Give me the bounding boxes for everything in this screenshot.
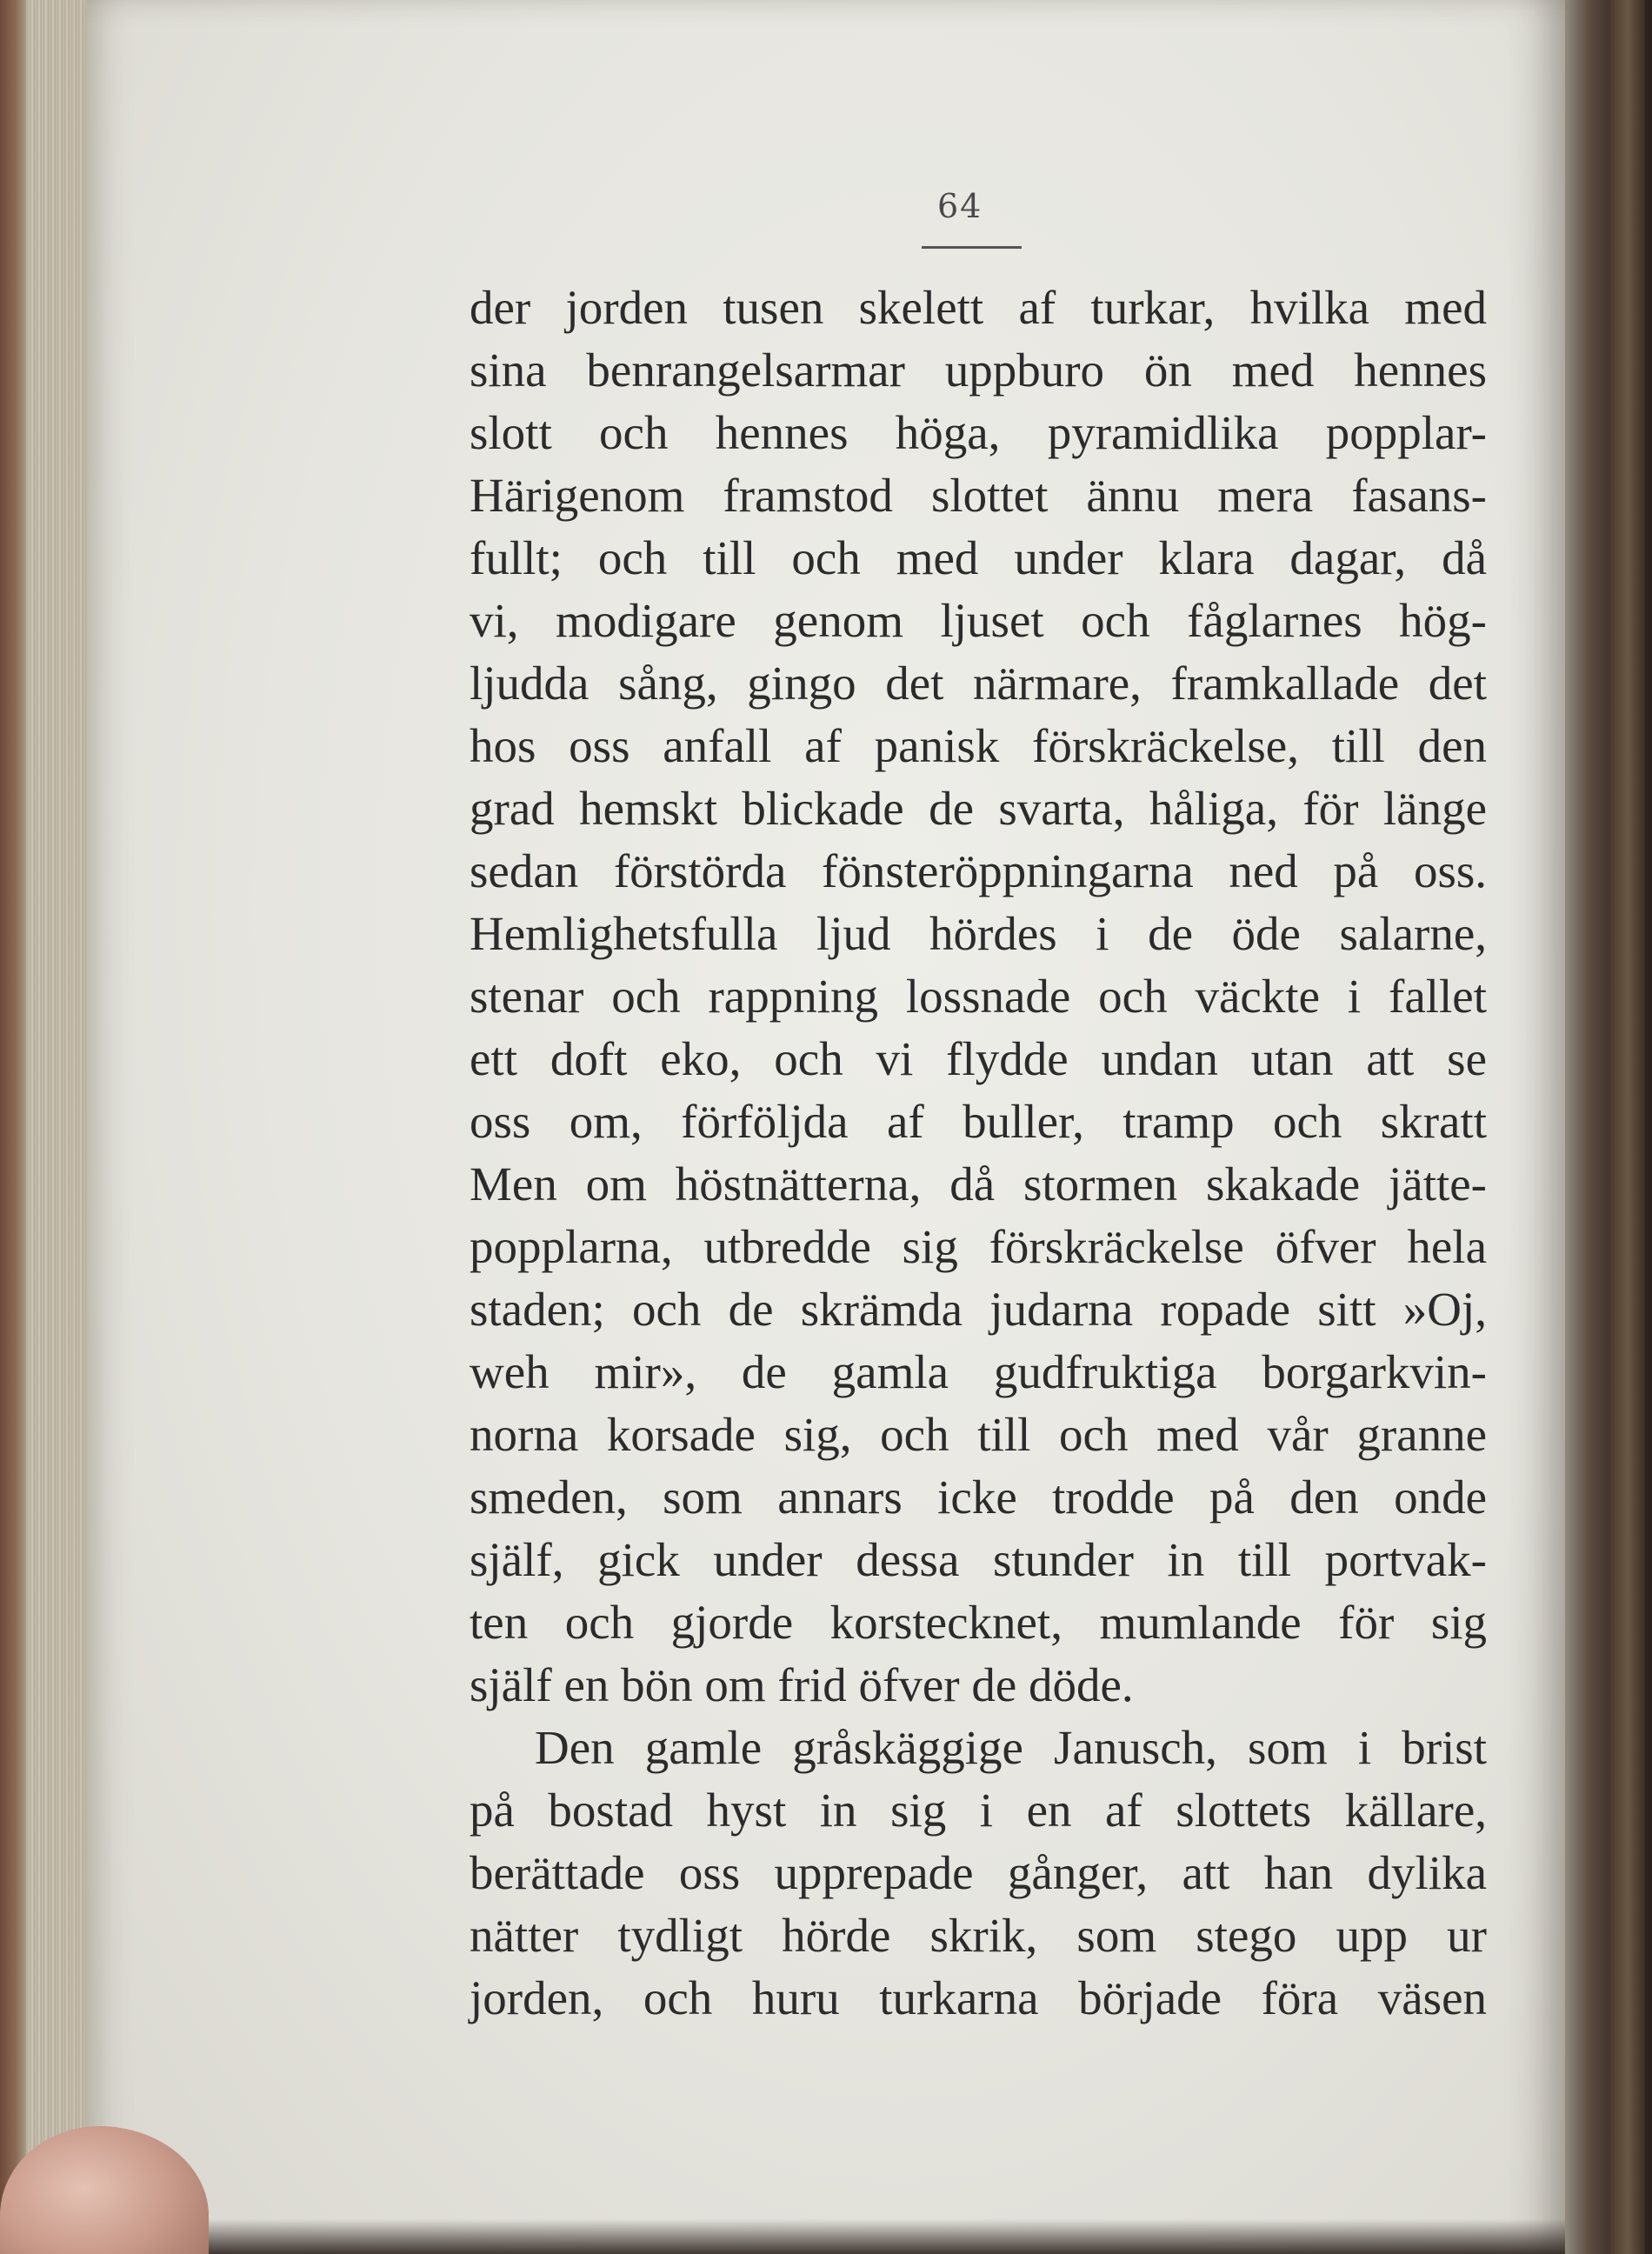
header-rule — [922, 246, 1022, 249]
text-line: Den gamle gråskäggige Janusch, som i brist — [535, 1721, 1487, 1774]
text-line: själf, gick under dessa stunder in till portvak- — [470, 1533, 1487, 1586]
text-line: sedan förstörda fönsteröppningarna ned på oss. — [470, 844, 1487, 897]
text-line: stenar och rappning lossnade och väckte i fallet — [470, 970, 1487, 1023]
text-line: grad hemskt blickade de svarta, håliga, för länge — [470, 782, 1487, 835]
page-bottom-shadow — [87, 2219, 1565, 2254]
text-line: popplarna, utbredde sig förskräckelse öfver hela — [470, 1220, 1487, 1273]
text-line: Hemlighetsfulla ljud hördes i de öde salarne, — [470, 907, 1487, 960]
text-line: norna korsade sig, och till och med vår granne — [470, 1408, 1487, 1461]
text-line: staden; och de skrämda judarna ropade sitt »Oj, — [470, 1283, 1487, 1336]
text-line: nätter tydligt hörde skrik, som stego upp ur — [470, 1909, 1487, 1962]
text-line: berättade oss upprepade gånger, att han dylika — [470, 1846, 1487, 1899]
text-line: fullt; och till och med under klara dagar, då — [470, 531, 1487, 584]
text-line: weh mir», de gamla gudfruktiga borgarkvin- — [470, 1345, 1487, 1398]
book-cover-edge — [1610, 0, 1645, 2254]
book-spine-left — [0, 0, 26, 2254]
book-page — [87, 0, 1565, 2254]
body-text — [470, 277, 1487, 2030]
text-line: sina benrangelsarmar uppburo ön med hennes — [470, 343, 1487, 397]
page-number: 64 — [937, 187, 983, 225]
text-line: ett doft eko, och vi flydde undan utan att se — [470, 1032, 1487, 1085]
text-line: smeden, som annars icke trodde på den onde — [470, 1470, 1487, 1524]
text-line: oss om, förföljda af buller, tramp och skratt — [470, 1095, 1487, 1148]
text-line: slott och hennes höga, pyramidlika popplar- — [470, 406, 1487, 459]
text-line: jorden, och huru turkarna började föra väsen — [470, 1971, 1487, 2024]
text-line: själf en bön om frid öfver de döde. — [470, 1658, 1134, 1711]
text-line: vi, modigare genom ljuset och fåglarnes hög- — [470, 594, 1487, 647]
text-line: ten och gjorde korstecknet, mumlande för sig — [470, 1596, 1487, 1649]
text-line: hos oss anfall af panisk förskräckelse, till den — [470, 719, 1487, 772]
text-line: Härigenom framstod slottet ännu mera fasans- — [470, 469, 1487, 522]
text-line: ljudda sång, gingo det närmare, framkallade det — [470, 657, 1487, 710]
text-line: på bostad hyst in sig i en af slottets källare, — [470, 1784, 1487, 1837]
text-line: der jorden tusen skelett af turkar, hvilka med — [470, 281, 1487, 334]
text-line: Men om höstnätterna, då stormen skakade jätte- — [470, 1157, 1487, 1210]
